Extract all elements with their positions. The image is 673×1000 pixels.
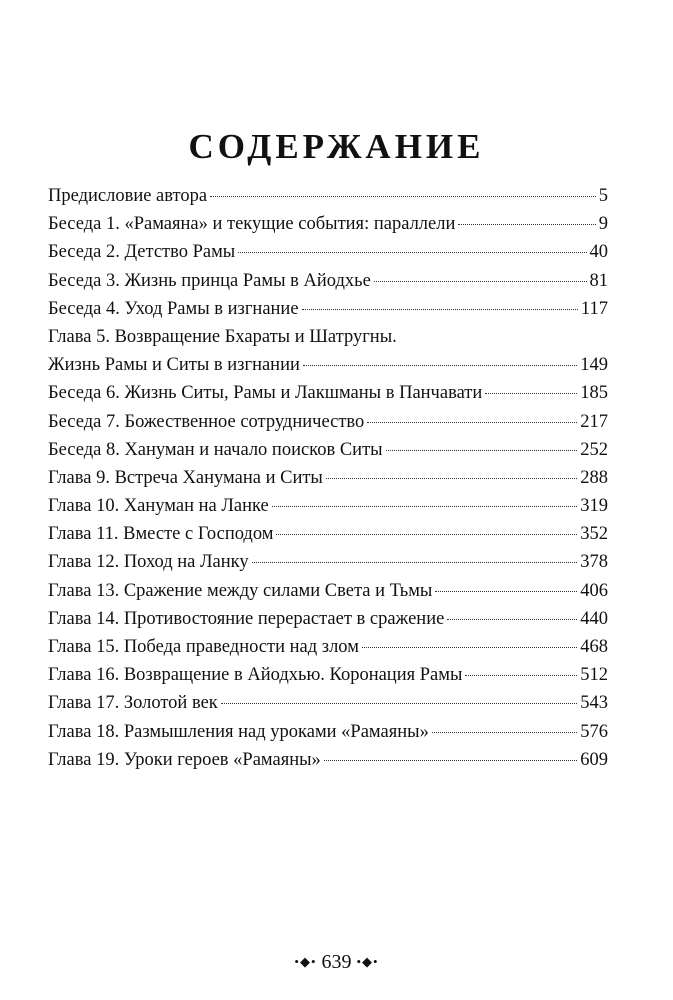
toc-entry-page: 319 — [580, 496, 608, 517]
toc-dot-leader — [465, 675, 577, 676]
toc-entry — [48, 410, 608, 438]
toc-entry-label: Глава 19. Уроки героев «Рамаяны» — [48, 749, 321, 770]
toc-entry — [48, 607, 608, 635]
toc-dot-leader — [238, 252, 586, 253]
toc-dot-leader — [326, 478, 577, 479]
page-number: 639 — [321, 951, 352, 973]
toc-entry-page: 609 — [580, 749, 608, 770]
toc-entry-label: Глава 11. Вместе с Господом — [48, 524, 274, 545]
toc-dot-leader — [276, 534, 577, 535]
toc-entry-label: Предисловие автора — [48, 186, 208, 206]
toc-dot-leader — [272, 506, 577, 507]
ornament-right-icon: •◆• — [356, 954, 379, 969]
toc-entry-page: 40 — [589, 242, 608, 263]
toc-entry-label: Беседа 6. Жизнь Ситы, Рамы и Лакшманы в Панчавати — [48, 383, 483, 404]
ornament-left-icon: •◆• — [294, 954, 317, 969]
toc-dot-leader — [303, 365, 577, 366]
toc-dot-leader — [374, 281, 587, 282]
toc-entry-page: 185 — [580, 383, 608, 404]
toc-dot-leader — [210, 196, 596, 197]
toc-dot-leader — [447, 619, 577, 620]
toc-entry-page: 378 — [580, 552, 608, 573]
toc-entry-page: 543 — [580, 693, 608, 714]
toc-dot-leader — [458, 224, 595, 225]
toc-entry — [48, 353, 608, 381]
toc-entry-label: Глава 10. Хануман на Ланке — [48, 496, 269, 517]
toc-dot-leader — [302, 309, 578, 310]
toc-entry-page: 440 — [580, 608, 608, 629]
toc-entry — [48, 720, 608, 748]
toc-dot-leader — [221, 703, 577, 704]
toc-entry-label: Беседа 4. Уход Рамы в изгнание — [48, 298, 299, 319]
toc-entry-page: 576 — [580, 721, 608, 742]
toc-entry — [48, 269, 608, 297]
toc-entry-page: 512 — [580, 665, 608, 686]
toc-dot-leader — [324, 760, 577, 761]
toc-entry — [48, 325, 608, 353]
toc-entry — [48, 184, 608, 212]
toc-entry — [48, 522, 608, 550]
toc-entry-label: Глава 17. Золотой век — [48, 693, 218, 714]
toc-entry-label: Глава 18. Размышления над уроками «Рамаяны» — [48, 721, 429, 742]
toc-entry — [48, 466, 608, 494]
toc-entry — [48, 550, 608, 578]
toc-entry-page: 5 — [598, 186, 608, 206]
toc-entry — [48, 494, 608, 522]
toc-entry — [48, 212, 608, 240]
toc-entry-page: 406 — [580, 580, 608, 601]
toc-entry-label: Беседа 2. Детство Рамы — [48, 242, 236, 263]
toc-entry — [48, 297, 608, 325]
toc-entry-label: Глава 15. Победа праведности над злом — [48, 637, 359, 657]
toc-entry-page: 252 — [580, 439, 608, 460]
toc-entry-label: Беседа 3. Жизнь принца Рамы в Айодхье — [48, 270, 371, 291]
toc-entry-label: Глава 5. Возвращение Бхараты и Шатругны. — [48, 326, 397, 347]
toc-entry-label: Беседа 1. «Рамаяна» и текущие события: параллели — [48, 214, 456, 235]
toc-entry-label: Беседа 8. Хануман и начало поисков Ситы — [48, 439, 383, 460]
toc-dot-leader — [367, 422, 577, 423]
page-title: СОДЕРЖАНИЕ — [188, 127, 485, 166]
toc-entry-label: Глава 9. Встреча Ханумана и Ситы — [48, 467, 323, 488]
toc-entry-page: 9 — [598, 214, 608, 235]
toc-entry-page: 217 — [580, 411, 608, 432]
toc-entry-page: 288 — [580, 467, 608, 488]
toc-entry-page: 81 — [589, 270, 608, 291]
toc-entry — [48, 438, 608, 466]
toc-entry-label: Глава 12. Поход на Ланку — [48, 552, 249, 573]
toc-entry-page: 117 — [580, 298, 608, 319]
toc-entry — [48, 663, 608, 691]
toc-dot-leader — [362, 647, 577, 648]
toc-entry — [48, 381, 608, 409]
toc-dot-leader — [435, 591, 577, 592]
page-footer — [0, 950, 673, 976]
table-of-contents — [48, 184, 608, 776]
toc-entry-label: Глава 13. Сражение между силами Света и Тьмы — [48, 580, 433, 601]
toc-dot-leader — [485, 393, 577, 394]
toc-entry — [48, 635, 608, 663]
toc-entry-label: Глава 14. Противостояние перерастает в сражение — [48, 608, 445, 629]
toc-entry-page: 149 — [580, 355, 608, 376]
toc-entry-label: Жизнь Рамы и Ситы в изгнании — [48, 355, 300, 376]
toc-entry — [48, 240, 608, 268]
toc-entry-label: Глава 16. Возвращение в Айодхью. Коронация Рамы — [48, 665, 463, 686]
toc-entry-page: 468 — [580, 637, 608, 657]
toc-dot-leader — [432, 732, 577, 733]
toc-entry — [48, 579, 608, 607]
toc-entry — [48, 691, 608, 719]
toc-dot-leader — [386, 450, 578, 451]
toc-dot-leader — [252, 562, 578, 563]
toc-entry-label: Беседа 7. Божественное сотрудничество — [48, 411, 365, 432]
toc-entry — [48, 748, 608, 776]
toc-entry-page: 352 — [580, 524, 608, 545]
